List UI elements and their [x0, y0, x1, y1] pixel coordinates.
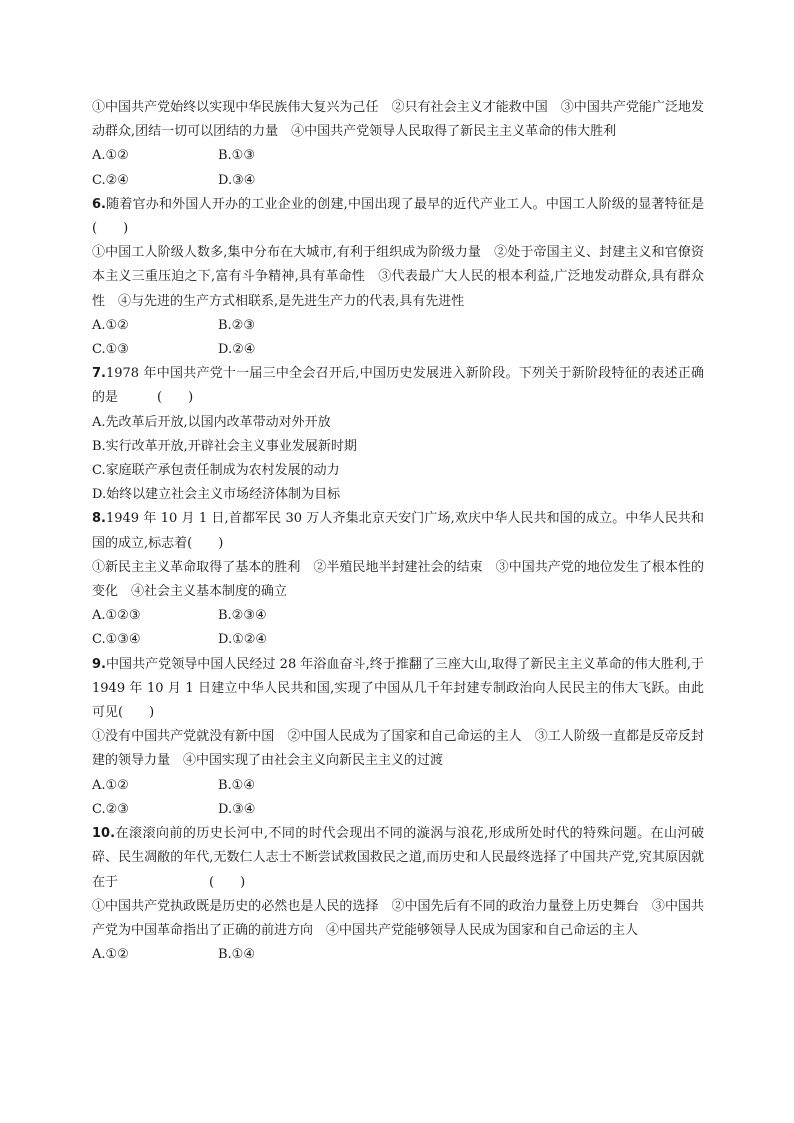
q9-options	[92, 774, 704, 822]
q10-option-a[interactable]: A.①②	[92, 947, 129, 963]
q7-number: 7.	[92, 366, 106, 382]
q7-option-a[interactable]: A.先改革后开放,以国内改革带动对外开放	[92, 414, 331, 430]
q9-option-d[interactable]: D.③④	[218, 801, 256, 817]
q9-option-c[interactable]: C.②③	[92, 801, 129, 817]
q5-option-c[interactable]: C.②④	[92, 172, 129, 188]
q7-title	[92, 362, 704, 410]
q7-stem: 1978 年中国共产党十一届三中全会召开后,中国历史发展进入新阶段。下列关于新阶段特征的表述正确的是 ( )	[92, 366, 704, 406]
question-5	[92, 96, 704, 193]
q6-option-a[interactable]: A.①②	[92, 317, 129, 333]
q5-options	[92, 144, 704, 192]
q7-option-b[interactable]: B.实行改革开放,开辟社会主义事业发展新时期	[92, 438, 357, 454]
q8-number: 8.	[92, 511, 106, 527]
q7-option-d[interactable]: D.始终以建立社会主义市场经济体制为目标	[92, 487, 341, 503]
q6-statements: ①中国工人阶级人数多,集中分布在大城市,有利于组织成为阶级力量 ②处于帝国主义、封建主义和官僚资本主义三重压迫之下,富有斗争精神,具有革命性 ③代表最广大人民的根本利益,广泛地发动群众,具有群众性 ④与先进的生产方式相联系,是先进生产力的代表,具有先进性	[92, 245, 704, 309]
q6-options	[92, 314, 704, 362]
q10-statements: ①中国共产党执政既是历史的必然也是人民的选择 ②中国先后有不同的政治力量登上历史舞台 ③中国共产党为中国革命指出了正确的前进方向 ④中国共产党能够领导人民成为国家和自己命运的主人	[92, 898, 704, 938]
question-8	[92, 507, 704, 652]
q9-statements: ①没有中国共产党就没有新中国 ②中国人民成为了国家和自己命运的主人 ③工人阶级一直都是反帝反封建的领导力量 ④中国实现了由社会主义向新民主主义的过渡	[92, 729, 704, 769]
q8-stem: 1949 年 10 月 1 日,首都军民 30 万人齐集北京天安门广场,欢庆中华人民共和国的成立。中华人民共和国的成立,标志着( )	[92, 511, 704, 551]
q10-title	[92, 822, 704, 895]
q10-options	[92, 943, 704, 967]
q8-option-d[interactable]: D.①②④	[218, 632, 268, 648]
question-9	[92, 653, 704, 822]
q9-title	[92, 653, 704, 726]
question-10	[92, 822, 704, 967]
q5-option-d[interactable]: D.③④	[218, 172, 256, 188]
question-7	[92, 362, 704, 507]
question-6	[92, 193, 704, 362]
q8-title	[92, 507, 704, 555]
q9-option-a[interactable]: A.①②	[92, 777, 129, 793]
q8-option-c[interactable]: C.①③④	[92, 632, 141, 648]
q8-option-b[interactable]: B.②③④	[218, 608, 267, 624]
q10-option-b[interactable]: B.①④	[218, 947, 255, 963]
q9-option-b[interactable]: B.①④	[218, 777, 255, 793]
q6-option-c[interactable]: C.①③	[92, 342, 129, 358]
q5-option-a[interactable]: A.①②	[92, 148, 129, 164]
q6-option-d[interactable]: D.②④	[218, 342, 256, 358]
q10-number: 10.	[92, 826, 116, 842]
exam-page	[92, 96, 704, 967]
q10-stem: 在滚滚向前的历史长河中,不同的时代会现出不同的漩涡与浪花,形成所处时代的特殊问题。在山河破碎、民生凋敝的年代,无数仁人志士不断尝试救国救民之道,而历史和人民最终选择了中国共产党,究其原因就在于 ( )	[92, 826, 704, 890]
q8-option-a[interactable]: A.①②③	[92, 608, 141, 624]
q8-options	[92, 604, 704, 652]
q5-option-b[interactable]: B.①③	[218, 148, 255, 164]
q6-option-b[interactable]: B.②③	[218, 317, 255, 333]
q8-statements: ①新民主主义革命取得了基本的胜利 ②半殖民地半封建社会的结束 ③中国共产党的地位发生了根本性的变化 ④社会主义基本制度的确立	[92, 559, 704, 600]
q7-option-c[interactable]: C.家庭联产承包责任制成为农村发展的动力	[92, 463, 340, 479]
q5-statements: ①中国共产党始终以实现中华民族伟大复兴为己任 ②只有社会主义才能救中国 ③中国共产党能广泛地发动群众,团结一切可以团结的力量 ④中国共产党领导人民取得了新民主主义革命的伟大胜利	[92, 100, 704, 140]
q6-title	[92, 193, 704, 241]
q6-stem: 随着官办和外国人开办的工业企业的创建,中国出现了最早的近代产业工人。中国工人阶级的显著特征是( )	[92, 196, 704, 237]
q6-number: 6.	[92, 196, 106, 212]
q9-stem: 中国共产党领导中国人民经过 28 年浴血奋斗,终于推翻了三座大山,取得了新民主主义革命的伟大胜利,于 1949 年 10 月 1 日建立中华人民共和国,实现了中国从几千年封建专制政治向人民民主的伟大飞跃。由此可见( )	[92, 656, 704, 721]
q9-number: 9.	[92, 656, 106, 672]
